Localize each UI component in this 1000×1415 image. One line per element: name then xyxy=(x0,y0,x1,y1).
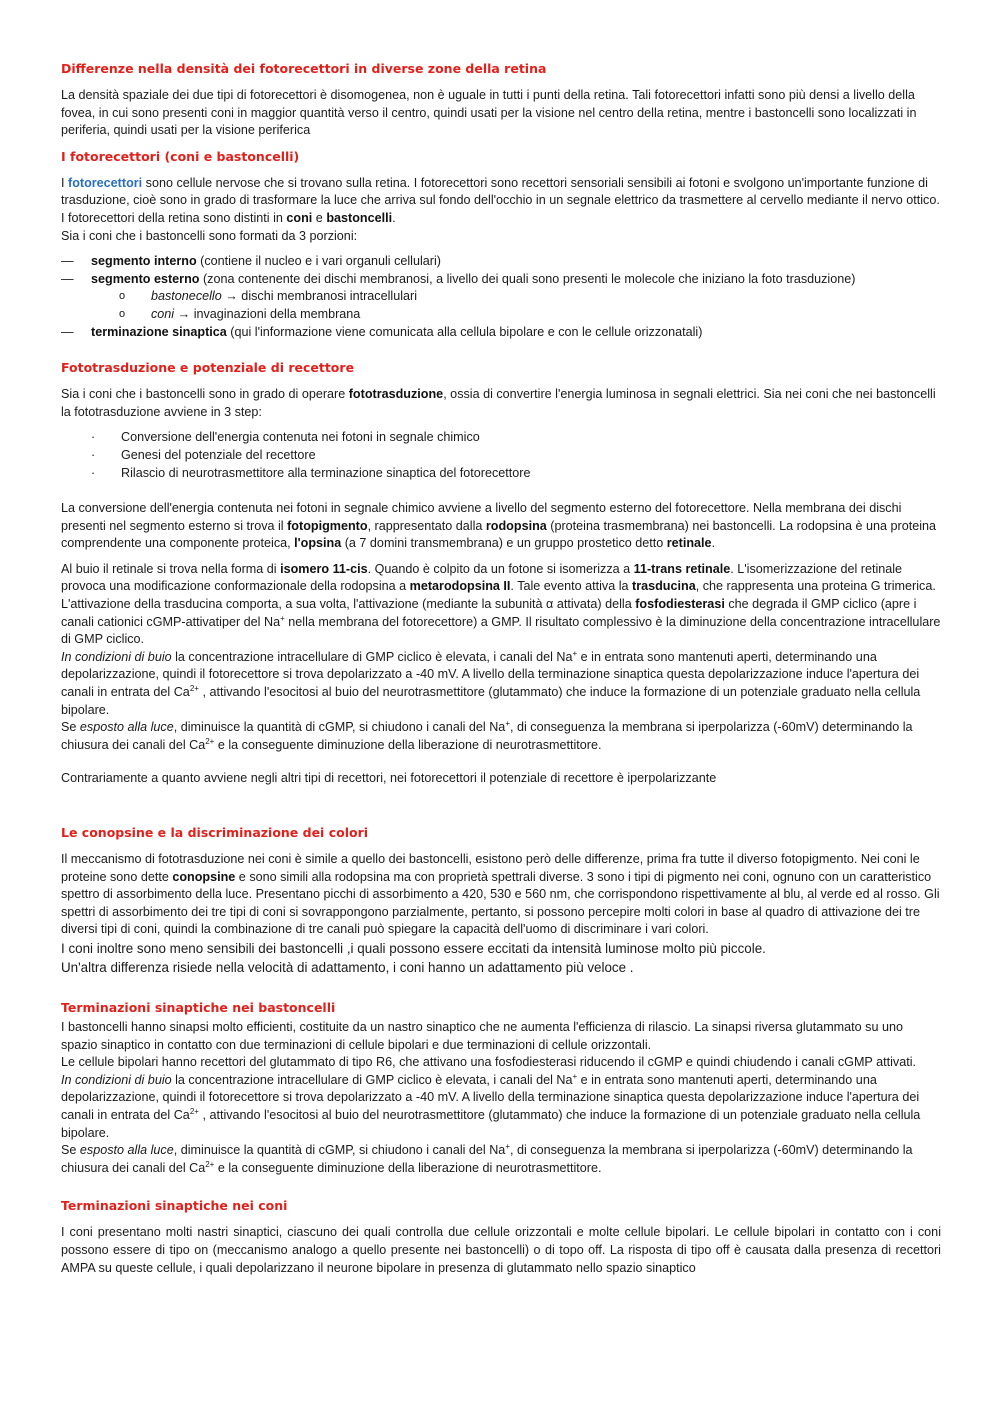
term-fotorecettori: fotorecettori xyxy=(68,175,143,190)
portions-list xyxy=(61,253,941,288)
heading-rod-synapses: Terminazioni sinaptiche nei bastoncelli xyxy=(61,999,336,1015)
paragraph-rod-dark: In condizioni di buio la concentrazione intracellulare di GMP ciclico è elevata, i canali del Na+ e in entrata sono mantenuti aperti, determinando una depolarizzazione, quindi il fotorecettore si trova depolarizzato a -40 mV. A livello della terminazione sinaptica questa depolarizzazione induce l'apertura dei canali in entrata del $Ca^{2+}$ , attivando l'esocitosi al buio del neurotrasmettitore (glutammato) che induce la formazione di un potenziale graduato nella cellula bipolare. xyxy=(61,1071,921,1140)
heading-phototransduction: Fototrasduzione e potenziale di recettore xyxy=(61,360,355,376)
heading-cone-synapses: Terminazioni sinaptiche nei coni xyxy=(61,1198,288,1214)
paragraph-isomerization: Al buio il retinale si trova nella forma di isomero 11-cis. Quando è colpito da un fotone si isomerizza a 11-trans retinale. L'isomerizzazione del retinale provoca una modificazione conformazionale della rodopsina a metarodopsina II. Tale evento attiva la trasducina, che rappresenta una proteina G trimerica. L'attivazione della trasducina comporta, a sua volta, l'attivazione (mediante la subunità α attivata) della fosfodiesterasi che degrada il GMP ciclico (apre i canali cationici cGMP-attivatiper del Na+ nella membrana del fotorecettore) a GMP. Il risultato complessivo è la diminuzione della concentrazione intracellulare di GMP ciclico. xyxy=(61,561,941,647)
sub-list xyxy=(61,288,941,323)
heading-density: Differenze nella densità dei fotorecettori in diverse zone della retina xyxy=(61,61,547,76)
paragraph-phototransduction-intro: Sia i coni che i bastoncelli sono in grado di operare fototrasduzione, ossia di convertire l'energia luminosa in segnali elettrici. Sia nei coni che nei bastoncelli la fototrasduzione avviene in 3 step: xyxy=(61,387,936,419)
list-item: — segmento esterno (zona contenente dei dischi membranosi, a livello dei quali sono presenti le molecole che iniziano la foto trasduzione) xyxy=(61,271,941,289)
list-item: o bastonecello → dischi membranosi intracellulari xyxy=(61,288,941,306)
paragraph-sensitivity: I coni inoltre sono meno sensibili dei bastoncelli ,i quali possono essere eccitati da intensità luminose molto più piccole. xyxy=(61,940,766,956)
paragraph-rod-synapses: I bastoncelli hanno sinapsi molto efficienti, costituite da un nastro sinaptico che ne aumenta l'efficienza di rilascio. La sinapsi riversa glutammato su uno spazio sinaptico in contatto con due terminazioni di cellule bipolari e due terminazioni di cellule orizzontali. xyxy=(61,1019,903,1052)
paragraph-rod-light: Se esposto alla luce, diminuisce la quantità di cGMP, si chiudono i canali del Na+, di conseguenza la membrana si iperpolarizza (-60mV) determinando la chiusura dei canali del $Ca^{2+}$ e la conseguente diminuzione della liberazione di neurotrasmettitore. xyxy=(61,1141,913,1175)
circle-bullet: o xyxy=(119,290,126,303)
heading-conopsins: Le conopsine e la discriminazione dei colori xyxy=(61,825,369,840)
list-item: — terminazione sinaptica (qui l'informazione viene comunicata alla cellula bipolare e con le cellule orizzonatali) xyxy=(61,324,941,342)
list-item: — segmento interno (contiene il nucleo e i vari organuli cellulari) xyxy=(61,253,941,271)
paragraph-conversion: La conversione dell'energia contenuta nei fotoni in segnale chimico avviene a livello del segmento esterno del fotorecettore. Nella membrana dei dischi presenti nel segmento esterno si trova il fotopigmento, rappresentato dalla rodopsina (proteina trasmembrana) nei bastoncelli. La rodopsina è una proteina comprendente una componente proteica, l'opsina (a 7 domini transmembrana) e un gruppo prostetico detto retinale. xyxy=(61,501,937,551)
dash-bullet: — xyxy=(61,254,74,269)
list-item: · Conversione dell'energia contenuta nei fotoni in segnale chimico xyxy=(91,430,480,445)
portions-list-end xyxy=(61,324,941,342)
paragraph-bipolar-receptors: Le cellule bipolari hanno recettori del glutammato di tipo R6, che attivano una fosfodiesterasi riducendo il cGMP e quindi chiudendo i canali cGMP attivati. xyxy=(61,1055,916,1070)
paragraph-portions: Sia i coni che i bastoncelli sono formati da 3 porzioni: xyxy=(61,228,358,243)
list-item: o coni → invaginazioni della membrana xyxy=(61,306,941,324)
heading-photoreceptors: I fotorecettori (coni e bastoncelli) xyxy=(61,148,300,164)
circle-bullet: o xyxy=(119,307,126,320)
paragraph-density: La densità spaziale dei due tipi di fotorecettori è disomogenea, non è uguale in tutti i punti della retina. Tali fotorecettori infatti sono più densi a livello della fovea, in cui sono presenti coni in maggior quantità verso il centro, quindi usati per la visione nel centro della retina, mentre i bastoncelli sono localizzati in periferia, quindi usati per la visione periferica xyxy=(61,88,917,138)
paragraph-photoreceptors: I fotorecettori sono cellule nervose che si trovano sulla retina. I fotorecettori sono recettori sensoriali sensibili ai fotoni e svolgono un'importante funzione di trasduzione, cioè sono in grado di trasformare la luce che arriva sul fondo dell'occhio in un segnale elettrico da trasmettere al cervello mediante il nervo ottico. I fotorecettori della retina sono distinti in coni e bastoncelli. xyxy=(61,175,940,225)
steps-list xyxy=(61,429,941,482)
paragraph-adaptation: Un'altra differenza risiede nella velocità di adattamento, i coni hanno un adattamento più veloce . xyxy=(61,959,634,975)
dash-bullet: — xyxy=(61,324,74,339)
list-item: · Rilascio di neurotrasmettitore alla terminazione sinaptica del fotorecettore xyxy=(91,465,531,480)
paragraph-light: Se esposto alla luce, diminuisce la quantità di cGMP, si chiudono i canali del Na+, di conseguenza la membrana si iperpolarizza (-60mV) determinando la chiusura dei canali del $Ca^{2+}$ e la conseguente diminuzione della liberazione di neurotrasmettitore. xyxy=(61,719,913,752)
paragraph-dark: In condizioni di buio la concentrazione intracellulare di GMP ciclico è elevata, i canali del Na+ e in entrata sono mantenuti aperti, determinando una depolarizzazione, quindi il fotorecettore si trova depolarizzato a -40 mV. A livello della terminazione sinaptica questa depolarizzazione induce l'apertura dei canali in entrata del $Ca^{2+}$ , attivando l'esocitosi al buio del neurotrasmettitore (glutammato) che induce la formazione di un potenziale graduato nella cellula bipolare. xyxy=(61,648,921,717)
list-item: · Genesi del potenziale del recettore xyxy=(91,447,316,462)
document-page xyxy=(61,60,941,1277)
paragraph-conopsins: Il meccanismo di fototrasduzione nei coni è simile a quello dei bastoncelli, esistono però delle differenze, prima fra tutte il diverso fotopigmento. Nei coni le proteine sono dette conopsine e sono simili alla rodopsina ma con proprietà spettrali diverse. 3 sono i tipi di pigmento nei coni, ognuno con un caratteristico spettro di assorbimento della luce. Presentano picchi di assorbimento a 420, 530 e 560 nm, che corrispondono rispettivamente al blu, al verde ed al rosso. Gli spettri di assorbimento dei tre tipi di coni si sovrappongono parzialmente, pertanto, si possono percepire molti colori in base al quadro di attivazione dei tre diversi tipi di coni, quindi la combinazione di tre canali può spiegare la capacità dell'uomo di discriminare i vari colori. xyxy=(61,852,940,937)
dash-bullet: — xyxy=(61,271,74,286)
paragraph-cone-synapses: I coni presentano molti nastri sinaptici, ciascuno dei quali controlla due cellule orizzontali e molte cellule bipolari. Le cellule bipolari in contatto con i coni possono essere di tipo on (meccanismo analogo a quello presente nei bastoncelli) o di topo off. La risposta di tipo off è causata dalla presenza di recettori AMPA su queste cellule, i quali depolarizzano il neurone bipolare in presenza di glutammato nello spazio sinaptico xyxy=(61,1225,941,1275)
paragraph-hyperpolarizing: Contrariamente a quanto avviene negli altri tipi di recettori, nei fotorecettori il potenziale di recettore è iperpolarizzante xyxy=(61,771,717,786)
